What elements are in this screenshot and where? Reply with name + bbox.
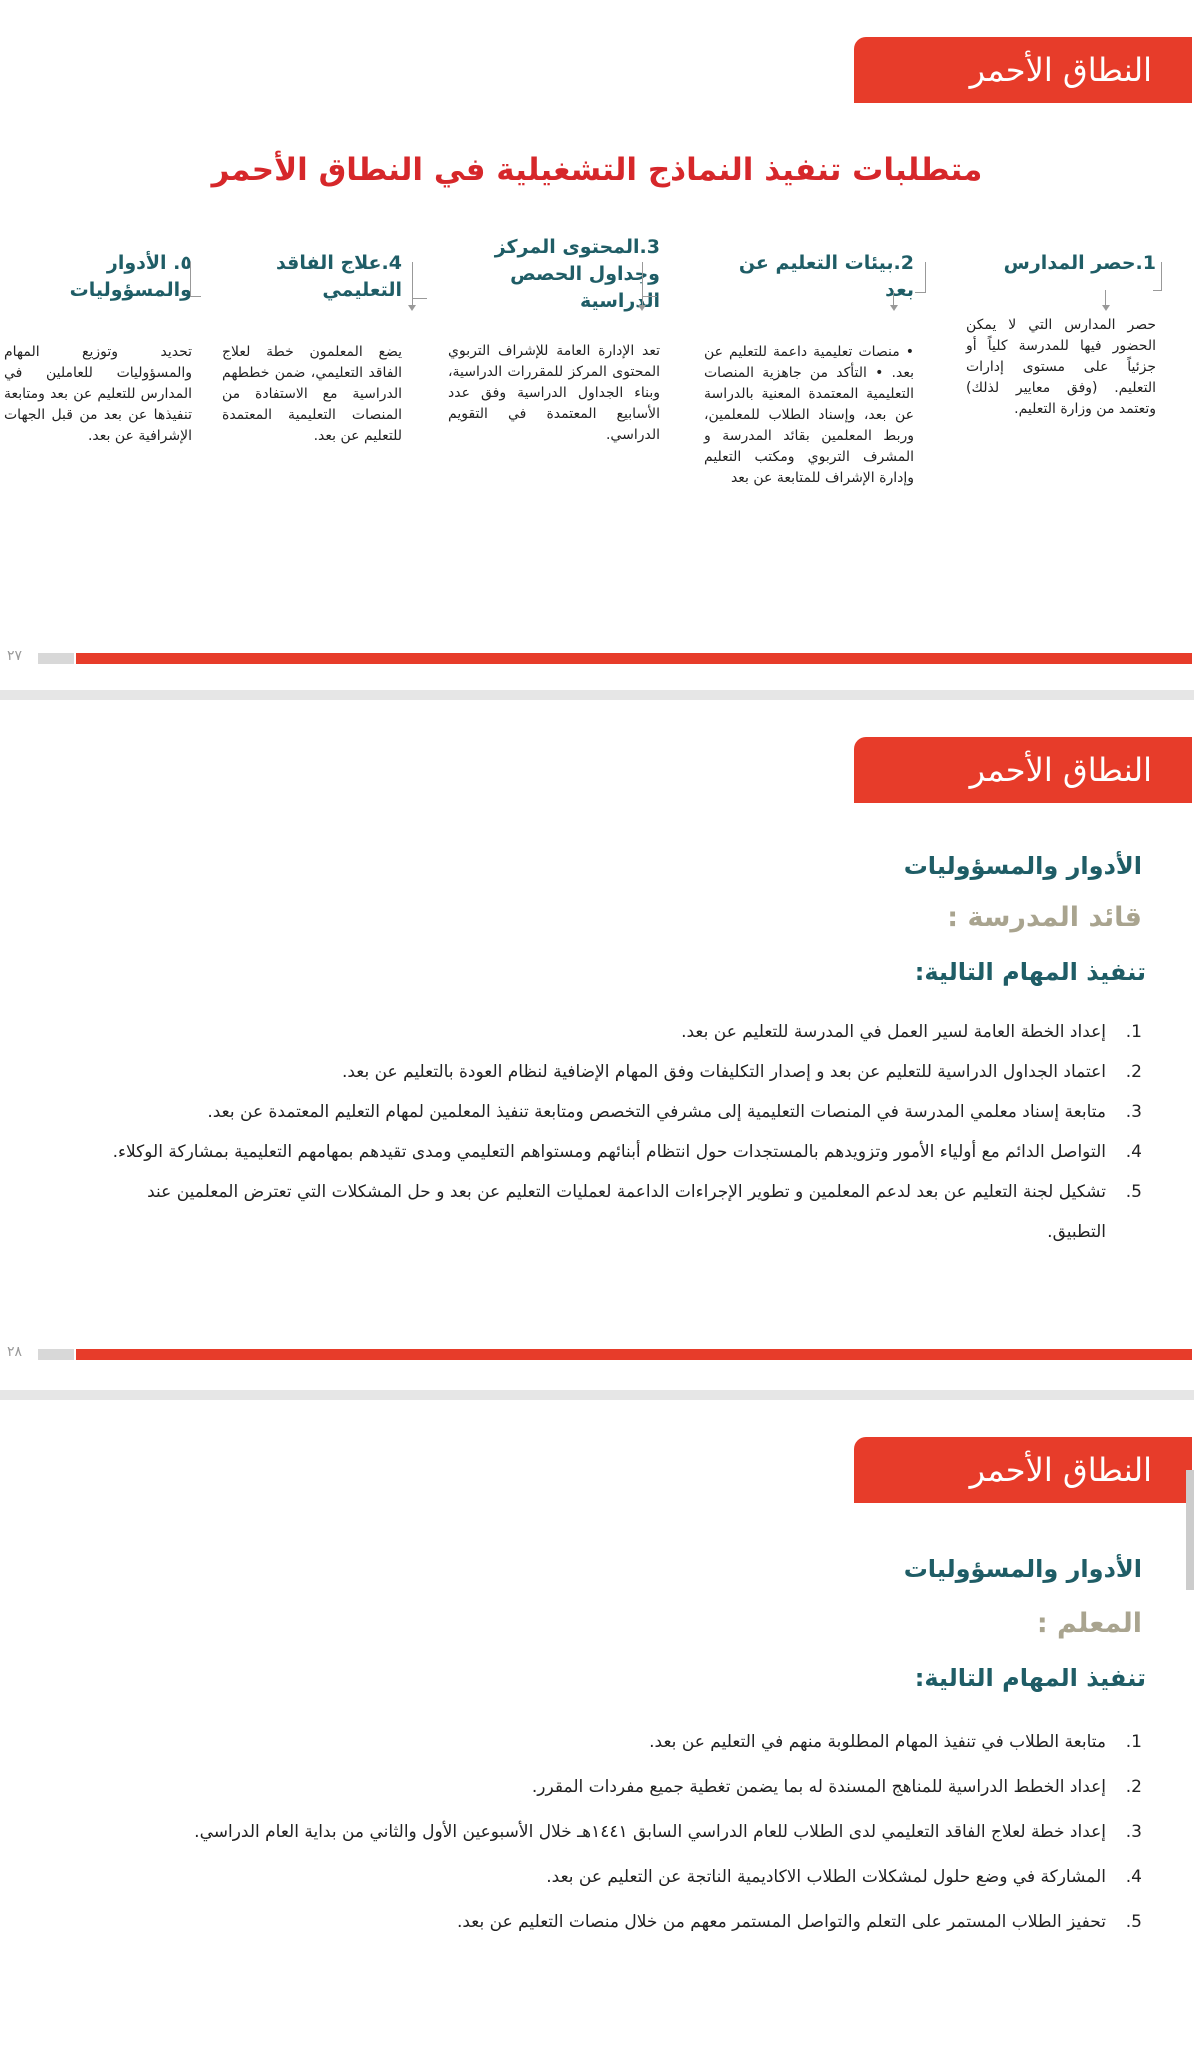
column-4 xyxy=(222,250,402,447)
slide-27 xyxy=(0,0,1194,690)
slide-footer-bar xyxy=(76,1349,1192,1360)
list-item: 2. إعداد الخطط الدراسية للمناهج المسندة له بما يضمن تغطية جميع مفردات المقرر. xyxy=(531,1777,1142,1797)
section-title: الأدوار والمسؤوليات xyxy=(903,1555,1142,1583)
list-item: 5. تشكيل لجنة التعليم عن بعد لدعم المعلمين و تطوير الإجراءات الداعمة لعمليات التعليم عن بعد و حل المشكلات التي تعترض المعلمين عند التطبيق. xyxy=(147,1182,1142,1242)
column-title: 2.بيئات التعليم عن بعد xyxy=(738,252,914,301)
list-item: 5. تحفيز الطلاب المستمر على التعلم والتواصل المستمر معهم من خلال منصات التعليم عن بعد. xyxy=(456,1912,1142,1932)
column-title: 4.علاج الفاقد التعليمي xyxy=(275,252,402,301)
tasks-title: تنفيذ المهام التالية: xyxy=(914,1664,1146,1692)
column-body: تعد الإدارة العامة للإشراف التربوي المحتوى المركز للمقررات الدراسية، وبناء الجداول الدراسية وفق عدد الأسابيع المعتمدة في التقويم الدراسي. xyxy=(448,343,660,443)
connector-line xyxy=(412,262,427,299)
column-title: ٥. الأدوار والمسؤوليات xyxy=(69,252,192,301)
task-list xyxy=(112,1720,1142,1945)
slide-banner: النطاق الأحمر xyxy=(854,737,1192,803)
role-title: المعلم : xyxy=(1036,1608,1142,1639)
column-3 xyxy=(448,234,660,446)
progress-bar-track xyxy=(38,653,74,664)
slide-title: متطلبات تنفيذ النماذج التشغيلية في النطاق الأحمر xyxy=(211,152,983,188)
column-title: 3.المحتوى المركز وجداول الحصص الدراسية xyxy=(494,236,660,312)
column-1 xyxy=(966,250,1156,420)
connector-line xyxy=(190,262,201,297)
slide-banner: النطاق الأحمر xyxy=(854,37,1192,103)
connector-line xyxy=(893,292,894,306)
connector-line xyxy=(642,262,657,297)
slide-29 xyxy=(0,1400,1194,2048)
page-number: ٢٨ xyxy=(7,1344,23,1360)
connector-line xyxy=(1153,262,1162,291)
list-item: 1. متابعة الطلاب في تنفيذ المهام المطلوبة منهم في التعليم عن بعد. xyxy=(649,1732,1142,1752)
arrow-down-icon xyxy=(1102,305,1110,311)
list-item: 4. التواصل الدائم مع أولياء الأمور وتزويدهم بالمستجدات حول انتظام أبنائهم ومستواهم التعليمي ومدى تقيدهم بمهامهم التعليمية بمشاركة الوكلاء. xyxy=(112,1142,1142,1162)
section-title: الأدوار والمسؤوليات xyxy=(903,852,1142,880)
role-title: قائد المدرسة : xyxy=(947,902,1142,933)
column-title: 1.حصر المدارس xyxy=(1003,252,1156,274)
list-item: 3. إعداد خطة لعلاج الفاقد التعليمي لدى الطلاب للعام الدراسي السابق ١٤٤١هـ خلال الأسبوعين الأول والثاني من بداية العام الدراسي. xyxy=(194,1822,1142,1842)
arrow-down-icon xyxy=(890,305,898,311)
column-body: تحديد وتوزيع المهام والمسؤوليات للعاملين في المدارس للتعليم عن بعد ومتابعة تنفيذها عن بعد من قبل الجهات الإشرافية عن بعد. xyxy=(4,344,192,444)
progress-bar-track xyxy=(38,1349,74,1360)
list-item: 3. متابعة إسناد معلمي المدرسة في المنصات التعليمية إلى مشرفي التخصص ومتابعة تنفيذ المعلمين لمهام التعليم المعتمدة عن بعد. xyxy=(207,1102,1142,1122)
column-body: يضع المعلمون خطة لعلاج الفاقد التعليمي، ضمن خططهم الدراسية مع الاستفادة من المنصات التعليمية المعتمدة للتعليم عن بعد. xyxy=(222,344,402,444)
page-number: ٢٧ xyxy=(7,648,23,664)
slide-footer-bar xyxy=(76,653,1192,664)
list-item: 2. اعتماد الجداول الدراسية للتعليم عن بعد و إصدار التكليفات وفق المهام الإضافية لنظام العودة بالتعليم عن بعد. xyxy=(341,1062,1142,1082)
slide-banner: النطاق الأحمر xyxy=(854,1437,1192,1503)
column-5 xyxy=(4,250,192,447)
column-body: حصر المدارس التي لا يمكن الحضور فيها للمدرسة كلياً أو جزئياً على مستوى إدارات التعليم. (وفق معايير لذلك) وتعتمد من وزارة التعليم. xyxy=(966,317,1156,417)
column-body: • منصات تعليمية داعمة للتعليم عن بعد. • التأكد من جاهزية المنصات التعليمية المعتمدة المعنية بالدراسة عن بعد، وإسناد الطلاب للمعلمين، وربط المعلمين بقائد المدرسة و المشرف التربوي ومكتب التعليم وإدارة الإشراف للمتابعة عن بعد xyxy=(704,344,914,486)
list-item: 1. إعداد الخطة العامة لسير العمل في المدرسة للتعليم عن بعد. xyxy=(681,1022,1142,1042)
task-list xyxy=(112,1012,1142,1252)
tasks-title: تنفيذ المهام التالية: xyxy=(914,958,1146,986)
arrow-down-icon xyxy=(638,305,646,311)
arrow-down-icon xyxy=(408,305,416,311)
column-2 xyxy=(704,250,914,489)
connector-line xyxy=(915,262,926,293)
slide-28 xyxy=(0,700,1194,1390)
scrollbar[interactable] xyxy=(1186,1470,1194,1590)
list-item: 4. المشاركة في وضع حلول لمشكلات الطلاب الاكاديمية الناتجة عن التعليم عن بعد. xyxy=(546,1867,1142,1887)
connector-line xyxy=(1105,290,1106,306)
